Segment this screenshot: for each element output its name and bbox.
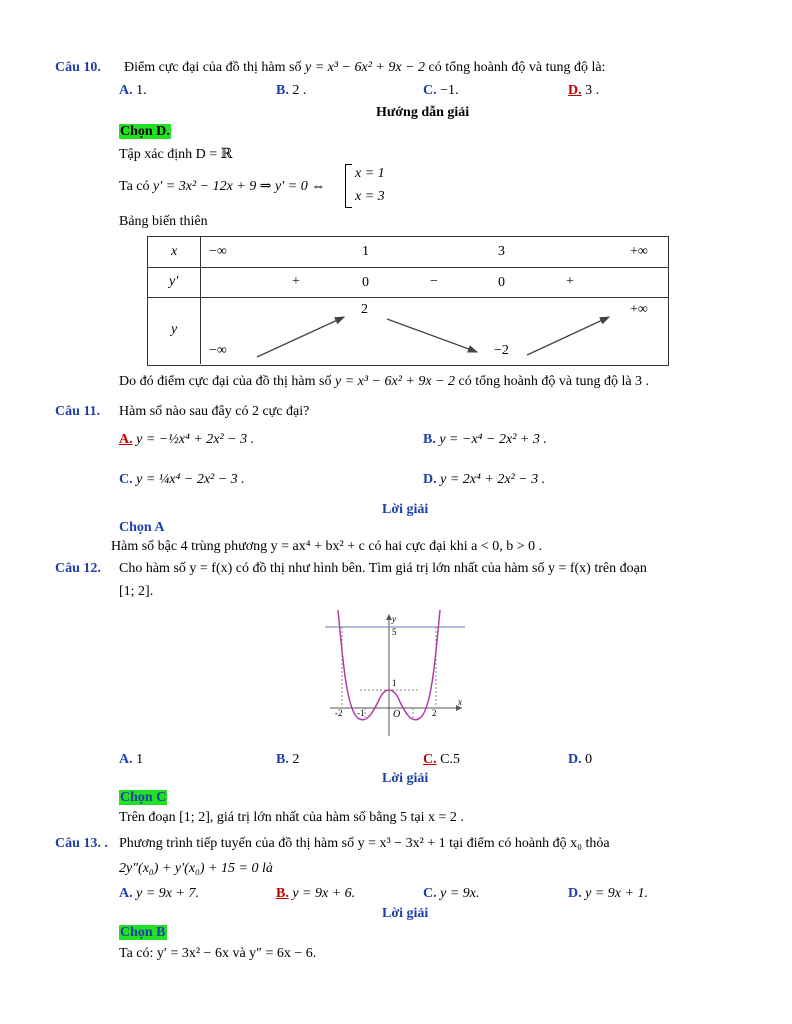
q13-explain: Ta có: y′ = 3x² − 6x và y″ = 6x − 6. <box>119 946 317 961</box>
arrow-up-2 <box>527 317 609 355</box>
row-dy-minus: − <box>430 274 438 289</box>
row-dy-zero-1: 0 <box>362 275 369 290</box>
row-y-min: −2 <box>494 343 509 358</box>
q11-option-b[interactable]: B. y = −x⁴ − 2x² + 3 . <box>423 432 547 447</box>
q10-label: Câu 10. <box>55 60 101 75</box>
q12-option-c[interactable]: C. C.5 <box>423 752 460 767</box>
graph-label-origin: O <box>393 709 401 720</box>
q12-guide-title: Lời giải <box>382 771 429 786</box>
q12-explain: Trên đoạn [1; 2], giá trị lớn nhất của hàm số bằng 5 tại x = 2 . <box>119 810 464 825</box>
graph-label-1: 1 <box>392 678 397 688</box>
q10-answer: Chọn D. <box>120 124 170 139</box>
q10-bracket <box>345 164 352 208</box>
q11-option-d[interactable]: D. y = 2x⁴ + 2x² − 3 . <box>423 472 546 487</box>
row-dy-plus-1: + <box>292 274 300 289</box>
q10-root-2: x = 3 <box>355 189 385 204</box>
q12-option-a[interactable]: A. 1 <box>119 752 144 767</box>
row-y-neg-inf: −∞ <box>209 343 227 358</box>
q13-option-b[interactable]: B. y = 9x + 6. <box>276 886 356 901</box>
q10-option-d[interactable]: D. 3 . <box>568 83 600 98</box>
q13-stem: Phương trình tiếp tuyến của đồ thị hàm số y = x³ − 3x² + 1 tại điểm có hoành độ x₀ thỏa <box>119 836 610 851</box>
q12-stem-interval: [1; 2]. <box>119 584 154 599</box>
graph-label-neg2: -2 <box>335 708 343 718</box>
row-x-3: 3 <box>498 244 505 259</box>
q10-conclusion: Do đó điểm cực đại của đồ thị hàm số y = x³ − 6x² + 9x − 2 có tổng hoành độ và tung độ là 3 . <box>119 374 650 389</box>
q13-label: Câu 13. . <box>55 836 108 851</box>
q11-option-a[interactable]: A. y = −½x⁴ + 2x² − 3 . <box>119 432 255 447</box>
q12-stem: Cho hàm số y = f(x) có đồ thị như hình bên. Tìm giá trị lớn nhất của hàm số y = f(x) trên đoạn <box>119 561 647 576</box>
graph-label-x: x <box>458 697 462 707</box>
q11-stem: Hàm số nào sau đây có 2 cực đại? <box>119 404 310 419</box>
q13-option-d[interactable]: D. y = 9x + 1. <box>568 886 648 901</box>
graph-label-2: 2 <box>432 708 437 718</box>
arrow-up-1 <box>257 317 344 357</box>
q10-guide-title: Hướng dẫn giải <box>376 105 470 120</box>
q10-stem: Điểm cực đại của đồ thị hàm số y = x³ − 6x² + 9x − 2 có tổng hoành độ và tung độ là: <box>124 60 606 75</box>
row-x-label: x <box>171 244 178 259</box>
q10-option-a[interactable]: A. 1. <box>119 83 147 98</box>
variation-arrows <box>147 297 668 364</box>
row-dy-label: y′ <box>169 274 179 289</box>
q10-option-b[interactable]: B. 2 . <box>276 83 307 98</box>
row-y-max: 2 <box>361 302 368 317</box>
row-y-pos-inf: +∞ <box>630 302 648 317</box>
q13-option-a[interactable]: A. y = 9x + 7. <box>119 886 199 901</box>
graph-label-5: 5 <box>392 627 397 637</box>
q13-guide-title: Lời giải <box>382 906 429 921</box>
row-x-pos-inf: +∞ <box>630 244 648 259</box>
q10-option-c[interactable]: C. −1. <box>423 83 459 98</box>
q10-derivative: Ta có y′ = 3x² − 12x + 9 ⇒ y′ = 0 ⇔ <box>119 179 326 194</box>
row-dy-zero-2: 0 <box>498 275 505 290</box>
row-x-neg-inf: −∞ <box>209 244 227 259</box>
q13-answer: Chọn B <box>120 925 166 940</box>
row-y-label: y <box>171 322 178 337</box>
q13-condition: 2y″(x₀) + y′(x₀) + 15 = 0 là <box>119 861 273 876</box>
q10-table-title: Bảng biến thiên <box>119 214 208 229</box>
table-divider-1 <box>147 267 668 268</box>
q11-label: Câu 11. <box>55 404 101 419</box>
arrow-down <box>387 319 477 352</box>
row-dy-plus-2: + <box>566 274 574 289</box>
q12-option-d[interactable]: D. 0 <box>568 752 593 767</box>
q13-option-c[interactable]: C. y = 9x. <box>423 886 480 901</box>
graph-label-y: y <box>392 614 396 624</box>
q11-explain: Hàm số bậc 4 trùng phương y = ax⁴ + bx² + c có hai cực đại khi a < 0, b > 0 . <box>111 539 543 554</box>
q11-guide-title: Lời giải <box>382 502 429 517</box>
q10-domain: Tập xác định D = ℝ <box>119 147 233 162</box>
q12-answer: Chọn C <box>120 790 167 805</box>
q12-label: Câu 12. <box>55 561 101 576</box>
q12-function-graph <box>320 610 470 742</box>
row-x-1: 1 <box>362 244 369 259</box>
q12-option-b[interactable]: B. 2 <box>276 752 300 767</box>
q11-option-c[interactable]: C. y = ¼x⁴ − 2x² − 3 . <box>119 472 245 487</box>
q11-answer: Chọn A <box>119 520 165 535</box>
graph-label-neg1: -1 <box>357 708 365 718</box>
q10-root-1: x = 1 <box>355 166 385 181</box>
